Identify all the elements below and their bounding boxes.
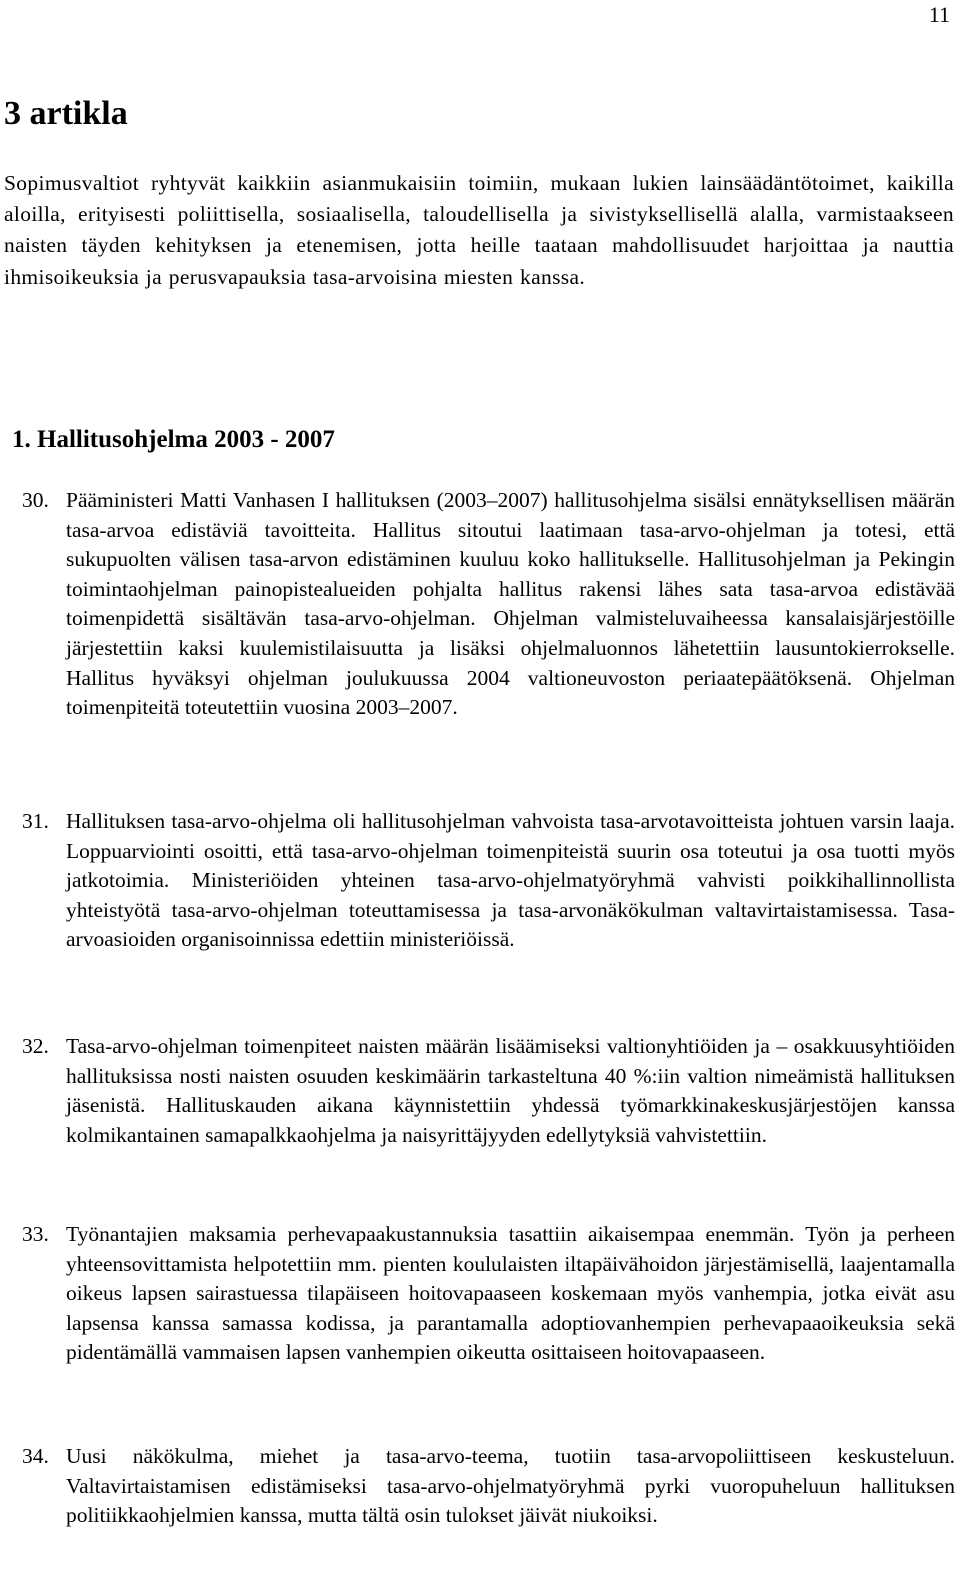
paragraph-text: Tasa-arvo-ohjelman toimenpiteet naisten määrän lisäämiseksi valtionyhtiöiden ja – osakkuusyhtiöiden hallituksissa nosti naisten osuuden keskimäärin tarkasteltuna 40 %:iin valtion nimeämistä hallituksen jäsenistä. Hallituskauden aikana käynnistettiin yhdessä työmarkkinakeskusjärjestöjen kanssa kolmikantainen samapalkkaohjelma ja naisyrittäjyyden edellytyksiä vahvistettiin. (66, 1034, 955, 1147)
paragraph-text: Uusi näkökulma, miehet ja tasa-arvo-teema, tuotiin tasa-arvopoliittiseen keskusteluun. Valtavirtaistamisen edistämiseksi tasa-arvo-ohjelmatyöryhmä pyrki vuoropuheluun hallituksen politiikkaohjelmien kanssa, mutta tältä osin tulokset jäivät niukoiksi. (66, 1444, 955, 1528)
paragraph-text: Työnantajien maksamia perhevapaakustannuksia tasattiin aikaisempaa enemmän. Työn ja perheen yhteensovittamista helpotettiin mm. pienten koululaisten iltapäivähoidon järjestämisellä, laajentamalla oikeus lapsen sairastuessa tilapäiseen hoitovapaaseen koskemaan myös vanhempia, jotka eivät asu lapsensa kanssa samassa kodissa, ja parantamalla adoptiovanhempien perhevapaaoikeuksia sekä pidentämällä vammaisen lapsen vanhempien oikeutta osittaiseen hoitovapaaseen. (66, 1222, 955, 1365)
article-heading: 3 artikla (4, 95, 128, 132)
paragraph-number: 31. (22, 809, 49, 833)
paragraph-34 (22, 1442, 955, 1531)
paragraph-32 (22, 1032, 955, 1150)
paragraph-31 (22, 807, 955, 955)
paragraph-30 (22, 486, 955, 723)
page-number: 11 (928, 2, 950, 27)
paragraph-33 (22, 1220, 955, 1368)
paragraph-number: 32. (22, 1034, 49, 1058)
paragraph-text: Pääministeri Matti Vanhasen I hallituksen (2003–2007) hallitusohjelma sisälsi ennätyksellisen määrän tasa-arvoa edistäviä tavoitteita. Hallitus sitoutui laatimaan tasa-arvo-ohjelman ja totesi, että sukupuolten välisen tasa-arvon edistäminen kuuluu koko hallitukselle. Hallitusohjelman ja Pekingin toimintaohjelman painopistealueiden pohjalta hallitus rakensi lähes sata tasa-arvoa edistävää toimenpidettä sisältävän tasa-arvo-ohjelman. Ohjelman valmisteluvaiheessa kansalaisjärjestöille järjestettiin kaksi kuulemistilaisuutta ja lisäksi ohjelmaluonnos lähetettiin lausuntokierrokselle. Hallitus hyväksyi ohjelman joulukuussa 2004 valtioneuvoston periaatepäätöksenä. Ohjelman toimenpiteitä toteutettiin vuosina 2003–2007. (66, 488, 955, 720)
paragraph-number: 34. (22, 1444, 49, 1468)
paragraph-number: 33. (22, 1222, 49, 1246)
section-heading: 1. Hallitusohjelma 2003 - 2007 (12, 426, 335, 453)
paragraph-number: 30. (22, 488, 49, 512)
article-text: Sopimusvaltiot ryhtyvät kaikkiin asianmukaisiin toimiin, mukaan lukien lainsäädäntötoimet, kaikilla aloilla, erityisesti poliittisella, sosiaalisella, taloudellisella ja sivistyksellisellä alalla, varmistaakseen naisten täyden kehityksen ja etenemisen, jotta heille taataan mahdollisuudet harjoittaa ja nauttia ihmisoikeuksia ja perusvapauksia tasa-arvoisina miesten kanssa. (4, 171, 954, 289)
paragraph-text: Hallituksen tasa-arvo-ohjelma oli hallitusohjelman vahvoista tasa-arvotavoitteista johtuen varsin laaja. Loppuarviointi osoitti, että tasa-arvo-ohjelman toimenpiteistä suurin osa toteutui ja osa tuotti myös jatkotoimia. Ministeriöiden yhteinen tasa-arvo-ohjelmatyöryhmä vahvisti poikkihallinnollista yhteistyötä tasa-arvo-ohjelman toteuttamisessa ja tasa-arvonäkökulman valtavirtaistamisessa. Tasa-arvoasioiden organisoinnissa edettiin ministeriöissä. (66, 809, 955, 952)
